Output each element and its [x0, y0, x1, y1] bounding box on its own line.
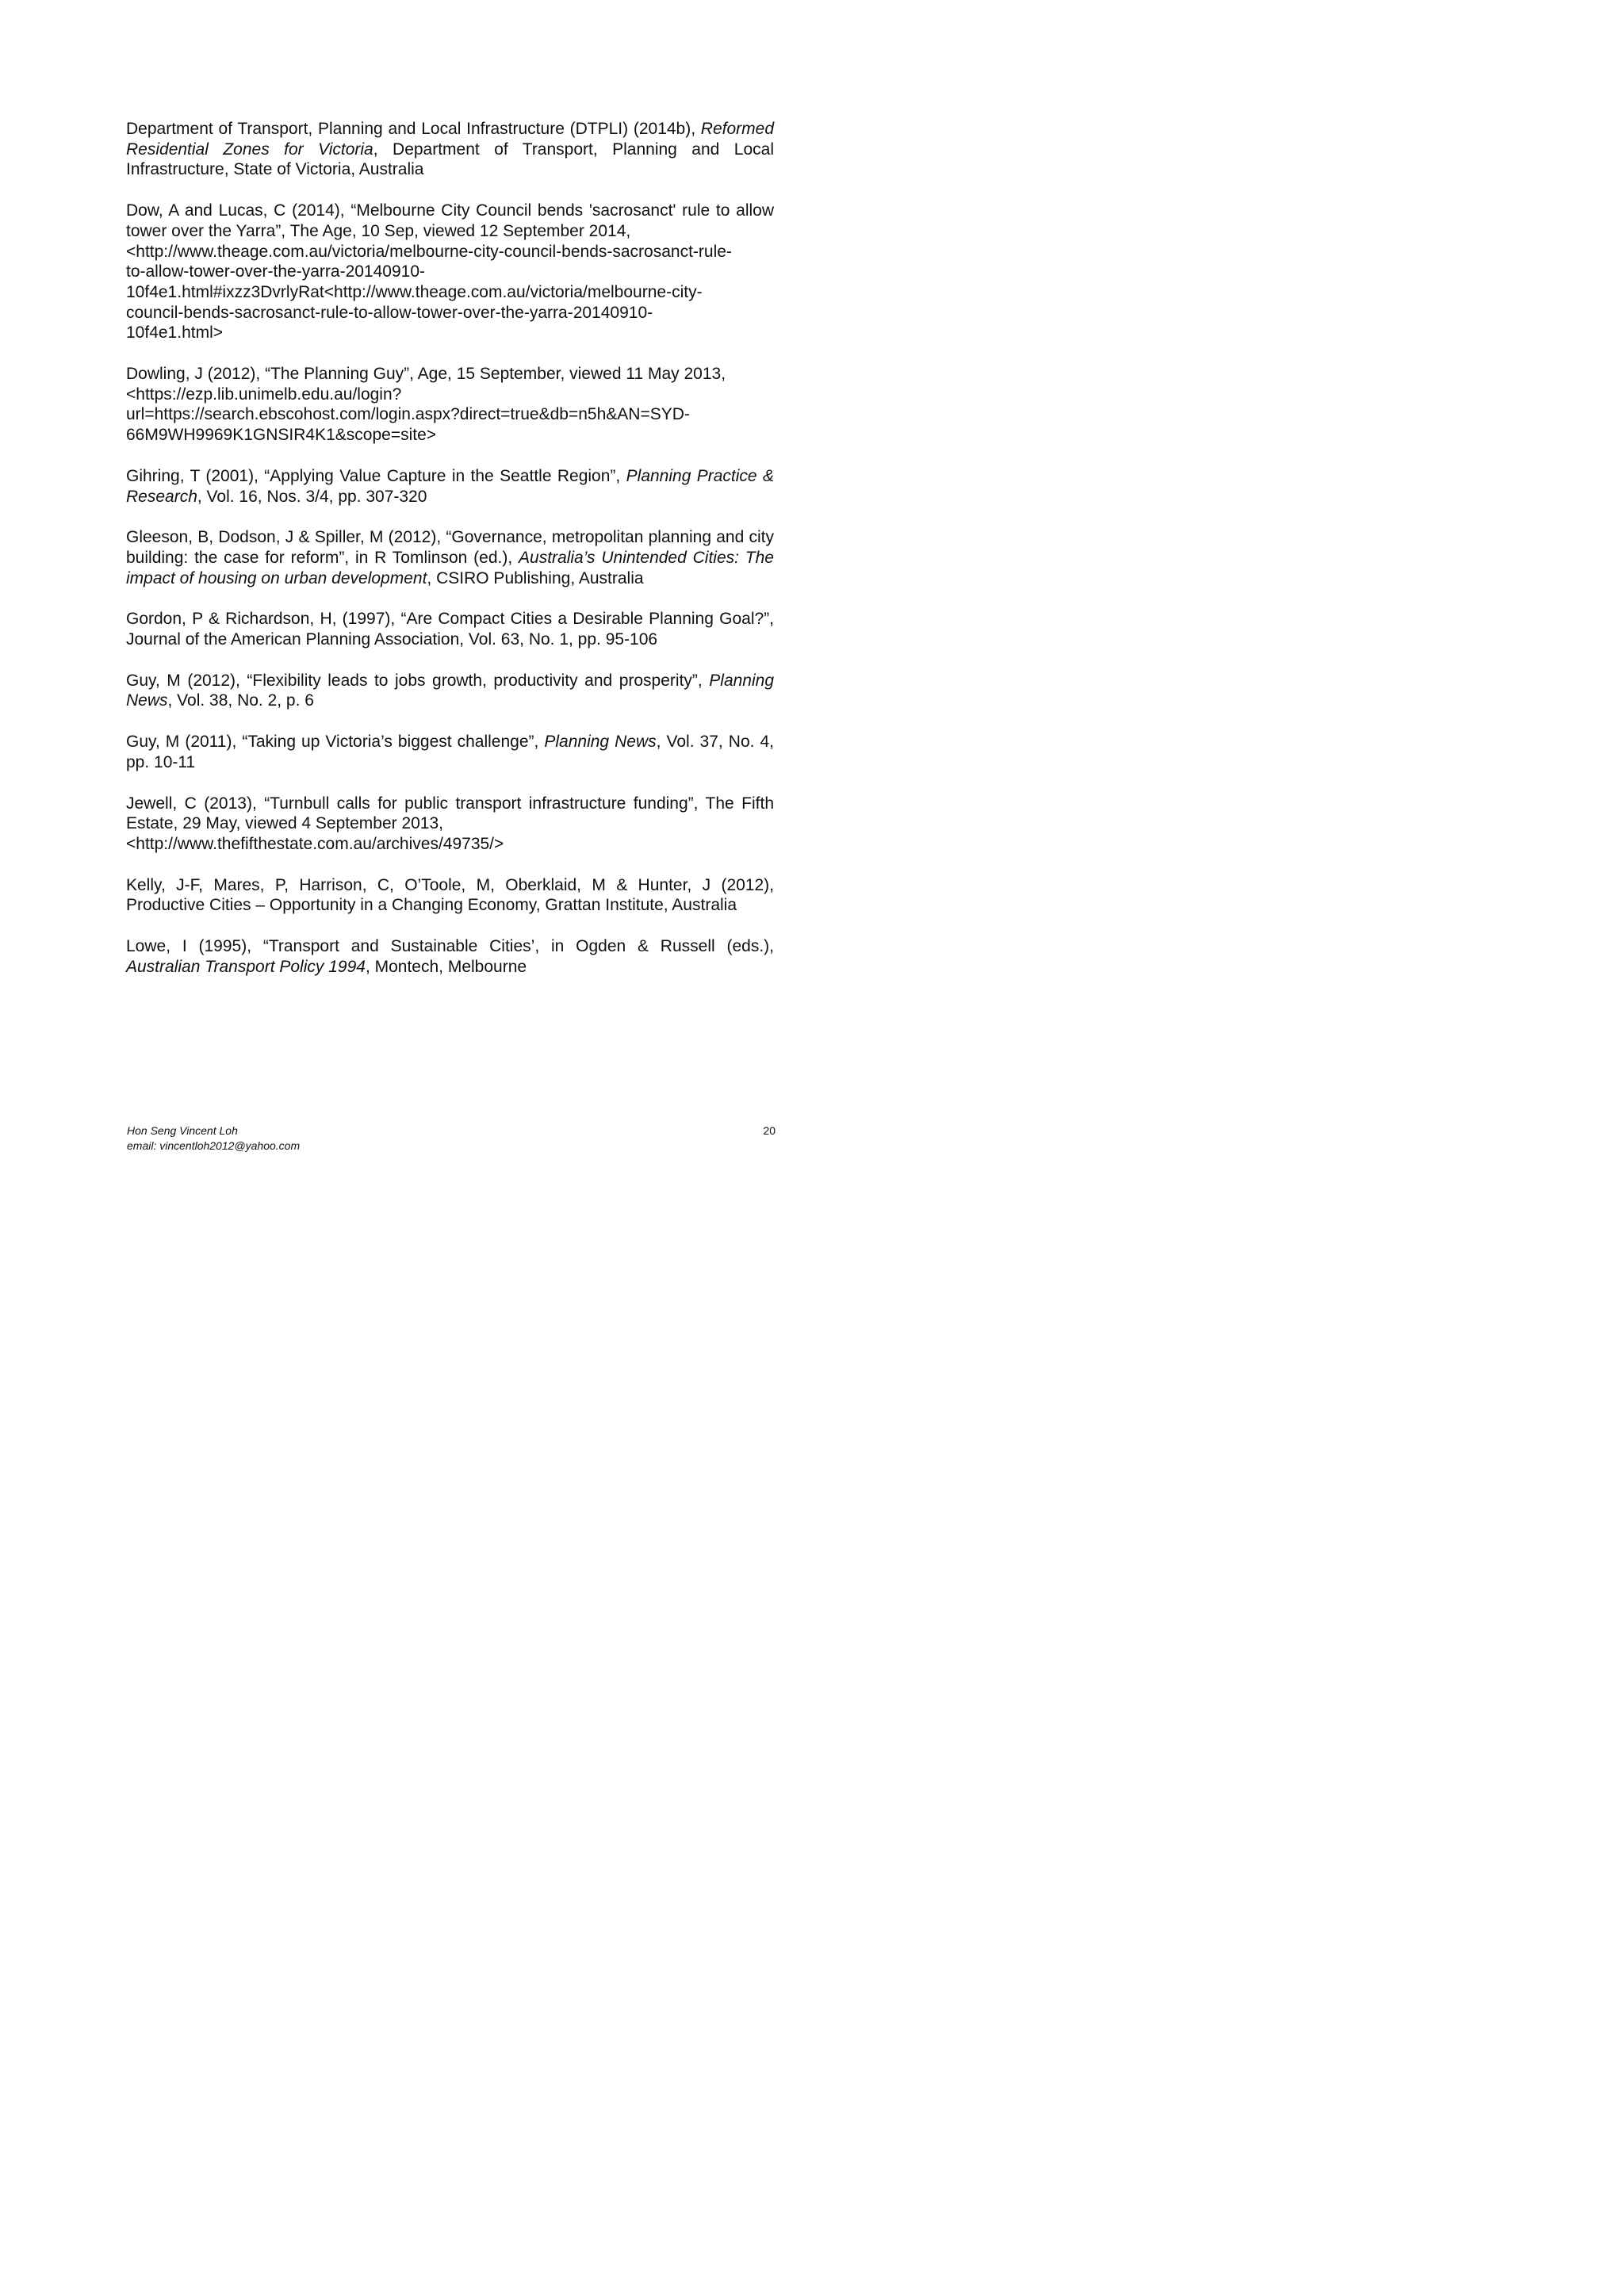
reference-title: Reformed Residential Zones for Victoria — [126, 120, 774, 159]
reference-text: Gleeson, B, Dodson, J & Spiller, M (2012), “Governance, metropolitan planning and city building: the case for reform”, in R Tomlinson (ed.), — [126, 528, 774, 567]
reference-dowling-2012 — [126, 364, 774, 446]
reference-guy-2012 — [126, 671, 774, 711]
reference-url-line: council-bends-sacrosanct-rule-to-allow-tower-over-the-yarra-20140910- — [126, 303, 653, 322]
reference-url-line: 10f4e1.html#ixzz3DvrlyRat<http://www.theage.com.au/victoria/melbourne-city- — [126, 282, 703, 301]
reference-text: Department of Transport, Planning and Local Infrastructure (DTPLI) (2014b), — [126, 120, 701, 138]
reference-text: Kelly, J-F, Mares, P, Harrison, C, O’Toole, M, Oberklaid, M & Hunter, J (2012), Productive Cities – Opportunity in a Changing Economy, Grattan Institute, Australia — [126, 875, 774, 915]
reference-url-line: <https://ezp.lib.unimelb.edu.au/login? — [126, 385, 402, 404]
reference-gordon-richardson-1997 — [126, 609, 774, 649]
reference-text: Guy, M (2012), “Flexibility leads to jobs growth, productivity and prosperity”, — [126, 671, 710, 690]
reference-title: Planning News — [544, 733, 657, 752]
document-page — [0, 0, 874, 1236]
reference-title: Planning Practice & Research — [126, 466, 774, 506]
reference-title: Australia’s Unintended Cities: The impact of housing on urban development — [126, 548, 774, 587]
reference-text: Lowe, I (1995), “Transport and Sustainable Cities’, in Ogden & Russell (eds.), — [126, 937, 774, 956]
page-footer — [127, 1123, 776, 1154]
reference-url-line: 10f4e1.html> — [126, 323, 224, 342]
reference-text: Guy, M (2011), “Taking up Victoria’s biggest challenge”, — [126, 733, 545, 752]
reference-text: , Montech, Melbourne — [365, 957, 527, 976]
reference-lowe-1995 — [126, 936, 774, 977]
reference-text: Gordon, P & Richardson, H, (1997), “Are Compact Cities a Desirable Planning Goal?”, Journal of the American Planning Association, Vol. 63, No. 1, pp. 95-106 — [126, 610, 774, 649]
reference-dow-lucas-2014 — [126, 201, 774, 343]
reference-text: Dowling, J (2012), “The Planning Guy”, Age, 15 September, viewed 11 May 2013, — [126, 365, 726, 384]
reference-text: , Vol. 38, No. 2, p. 6 — [167, 691, 314, 710]
reference-url-line: <http://www.theage.com.au/victoria/melbourne-city-council-bends-sacrosanct-rule- — [126, 242, 732, 261]
reference-guy-2011 — [126, 732, 774, 772]
reference-gleeson-2012 — [126, 527, 774, 588]
reference-url-line: url=https://search.ebscohost.com/login.aspx?direct=true&db=n5h&AN=SYD- — [126, 405, 690, 424]
reference-url-line: 66M9WH9969K1GNSIR4K1&scope=site> — [126, 426, 437, 445]
reference-jewell-2013 — [126, 794, 774, 855]
reference-gihring-2001 — [126, 466, 774, 507]
reference-text: , CSIRO Publishing, Australia — [427, 568, 644, 587]
reference-title: Planning News — [126, 671, 774, 710]
reference-list — [126, 119, 774, 998]
reference-text: Gihring, T (2001), “Applying Value Capture in the Seattle Region”, — [126, 466, 626, 485]
page-number: 20 — [763, 1124, 776, 1137]
footer-author: Hon Seng Vincent Loh — [127, 1124, 238, 1137]
reference-text: Jewell, C (2013), “Turnbull calls for public transport infrastructure funding”, The Fifth Estate, 29 May, viewed 4 September 2013, — [126, 794, 774, 833]
reference-text: , Department of Transport, Planning and Local Infrastructure, State of Victoria, Australia — [126, 140, 774, 179]
reference-url-line: <http://www.thefifthestate.com.au/archives/49735/> — [126, 834, 504, 853]
reference-dtpli-2014b — [126, 119, 774, 180]
reference-kelly-2012 — [126, 875, 774, 916]
footer-email: email: vincentloh2012@yahoo.com — [127, 1139, 301, 1152]
reference-title: Australian Transport Policy 1994 — [126, 957, 366, 976]
reference-text: Dow, A and Lucas, C (2014), “Melbourne City Council bends 'sacrosanct' rule to allow tower over the Yarra”, The Age, 10 Sep, viewed 12 September 2014, — [126, 201, 774, 240]
reference-text: , Vol. 37, No. 4, pp. 10-11 — [126, 733, 774, 771]
reference-text: , Vol. 16, Nos. 3/4, pp. 307-320 — [197, 487, 427, 506]
reference-url-line: to-allow-tower-over-the-yarra-20140910- — [126, 262, 425, 281]
